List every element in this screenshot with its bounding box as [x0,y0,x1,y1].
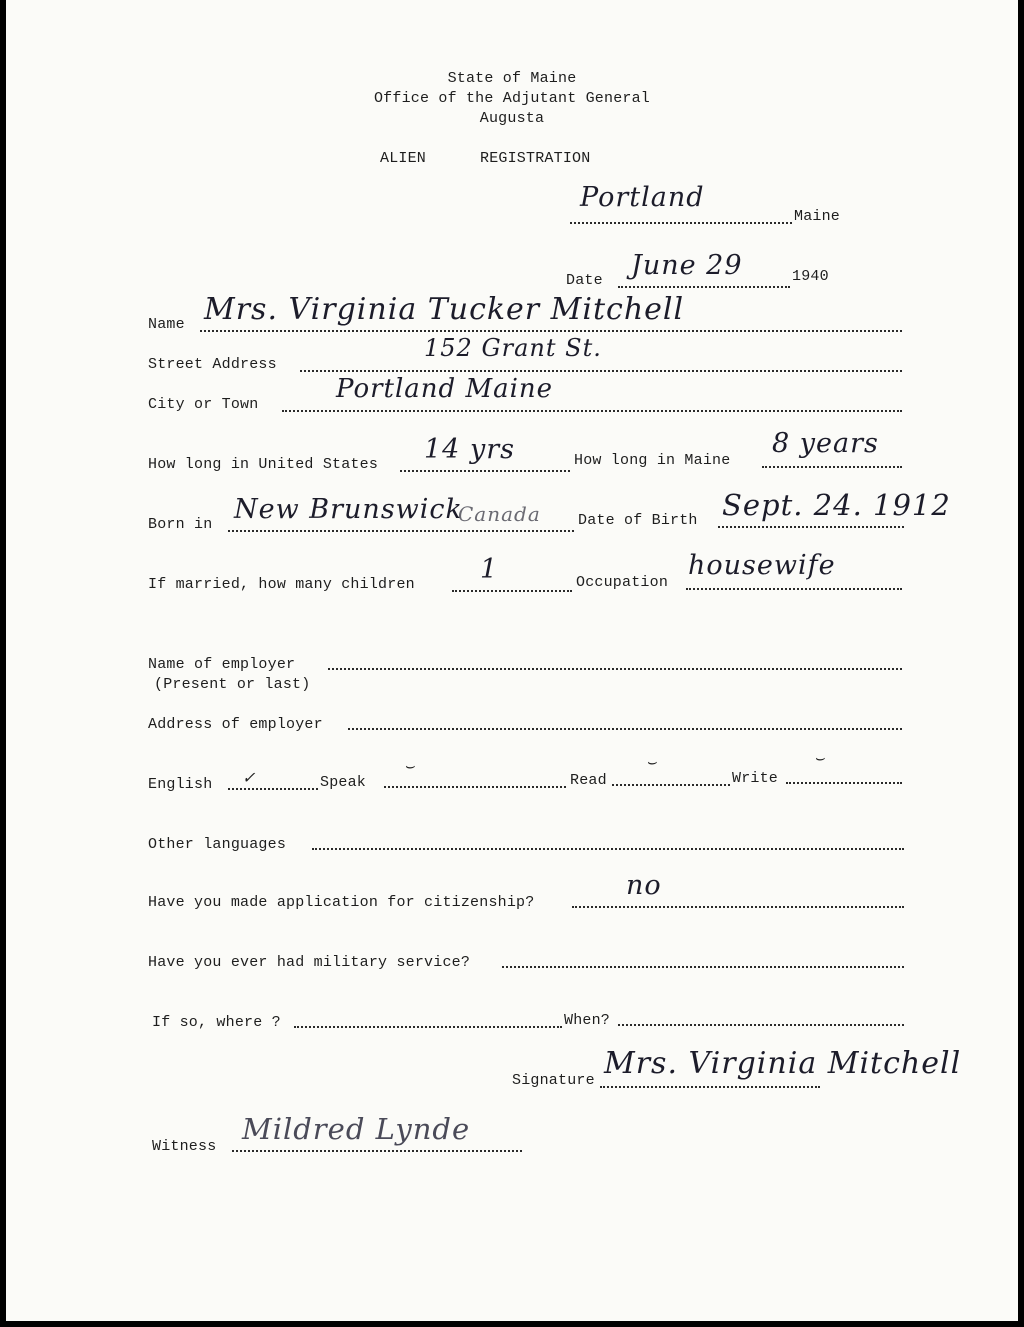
military-label: Have you ever had military service? [148,954,471,971]
city-value: Portland Maine [336,374,554,404]
signature-dots [600,1086,820,1088]
witness-label: Witness [152,1138,217,1155]
town-dots [570,222,792,224]
witness-value: Mildred Lynde [242,1112,471,1146]
employer-name-label: Name of employer [148,656,296,673]
date-value: June 29 [631,250,743,281]
signature-value: Mrs. Virginia Mitchell [604,1046,962,1081]
town-value: Portland [580,182,705,213]
how-long-maine-label: How long in Maine [574,452,731,469]
other-languages-label: Other languages [148,836,287,853]
english-label: English [148,776,213,793]
born-in-dots [228,530,574,532]
name-dots [200,330,902,332]
name-label: Name [148,316,185,333]
header-office: Office of the Adjutant General [373,90,651,107]
other-languages-dots [312,848,904,850]
street-value: 152 Grant St. [424,334,602,362]
when-label: When? [564,1012,611,1029]
read-label: Read [570,772,607,789]
dob-value: Sept. 24. 1912 [722,488,951,522]
write-dots [786,782,902,784]
how-long-us-label: How long in United States [148,456,379,473]
name-value: Mrs. Virginia Tucker Mitchell [204,292,685,327]
employer-address-label: Address of employer [148,716,323,733]
where-dots [294,1026,562,1028]
if-so-label: If so, where ? [152,1014,281,1031]
born-in-value: New Brunswick [234,494,463,525]
children-dots [452,590,572,592]
street-dots [300,370,902,372]
write-mark: ⌣ [814,748,825,767]
speak-label: Speak [320,774,367,791]
street-label: Street Address [148,356,277,373]
years-us-value: 14 yrs [424,434,515,465]
born-in-label: Born in [148,516,213,533]
form-title-registration: REGISTRATION [480,150,591,167]
speak-dots [384,786,566,788]
born-country-value: Canada [458,502,541,526]
military-dots [502,966,904,968]
read-dots [612,784,730,786]
years-maine-dots [762,466,902,468]
children-value: 1 [480,554,499,585]
city-dots [282,410,902,412]
employer-note: (Present or last) [154,676,311,693]
header-city: Augusta [479,110,545,127]
years-us-dots [400,470,570,472]
children-label: If married, how many children [148,576,415,593]
date-dots [618,286,790,288]
occupation-label: Occupation [576,574,669,591]
english-dots [228,788,318,790]
occupation-dots [686,588,902,590]
form-sheet [6,0,1018,1321]
write-label: Write [732,770,779,787]
maine-label: Maine [794,208,841,225]
speak-mark: ⌣ [404,756,415,775]
when-dots [618,1024,904,1026]
header-state: State of Maine [447,70,577,87]
date-label: Date [566,272,603,289]
witness-dots [232,1150,522,1152]
city-label: City or Town [148,396,259,413]
citizenship-label: Have you made application for citizenship? [148,894,535,911]
occupation-value: housewife [688,550,836,581]
read-mark: ⌣ [646,752,657,771]
years-maine-value: 8 years [772,428,879,459]
english-mark: ✓ [242,768,256,787]
signature-label: Signature [512,1072,595,1089]
dob-label: Date of Birth [578,512,698,529]
dob-dots [718,526,904,528]
employer-name-dots [328,668,902,670]
citizenship-dots [572,906,904,908]
citizenship-value: no [626,870,662,901]
form-title-alien: ALIEN [380,150,427,167]
year-label: 1940 [792,268,829,285]
employer-address-dots [348,728,902,730]
